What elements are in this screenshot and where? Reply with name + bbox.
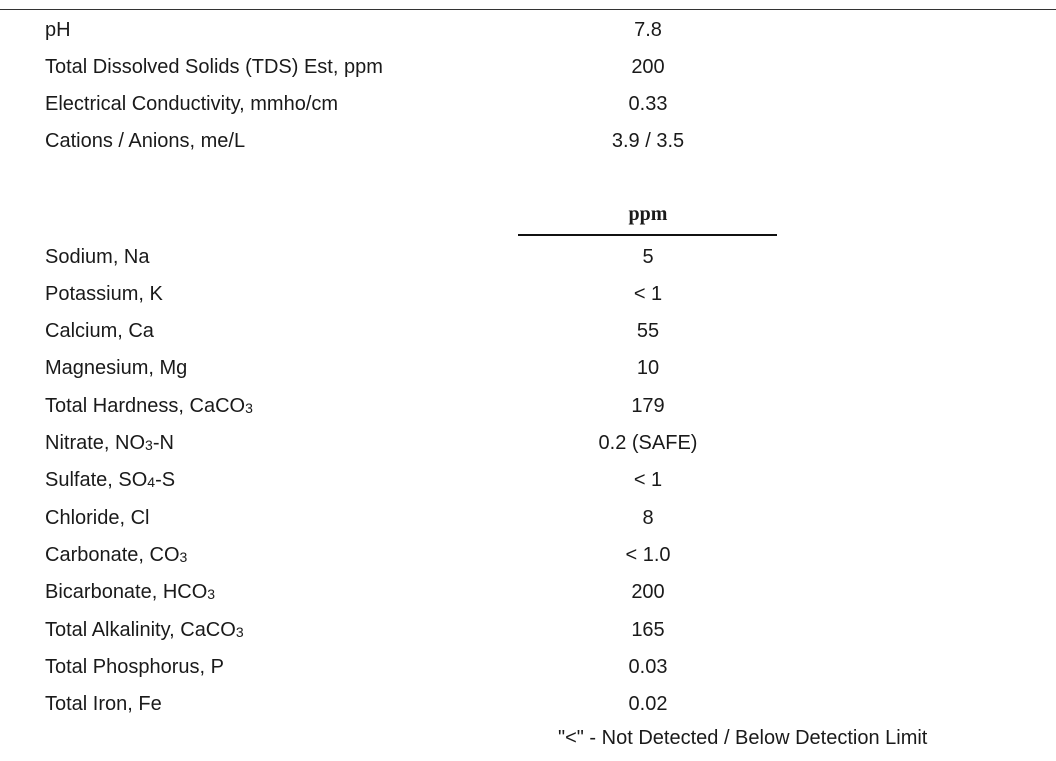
summary-row-conductivity (0, 92, 1056, 122)
analyte-row-total-phosphorus (0, 655, 1056, 685)
label-text: Carbonate, CO (45, 544, 180, 566)
analyte-row-calcium (0, 319, 1056, 349)
row-label (45, 618, 244, 643)
analyte-row-magnesium (0, 356, 1056, 386)
analyte-row-total-hardness (0, 394, 1056, 424)
row-label: Magnesium, Mg (45, 357, 188, 379)
analyte-row-sulfate (0, 468, 1056, 498)
label-text: Total Alkalinity, CaCO (45, 619, 236, 641)
analyte-row-nitrate (0, 431, 1056, 461)
detection-limit-footnote: "<" - Not Detected / Below Detection Limit (558, 727, 928, 749)
row-value: 179 (631, 395, 665, 417)
row-label: Total Phosphorus, P (45, 656, 224, 678)
analyte-row-chloride (0, 506, 1056, 536)
label-subscript: 4 (147, 474, 156, 490)
row-label: Total Dissolved Solids (TDS) Est, ppm (45, 56, 383, 78)
row-value: 8 (642, 507, 654, 529)
summary-row-ph (0, 18, 1056, 48)
label-subscript: 3 (179, 549, 188, 565)
label-text: Sulfate, SO (45, 469, 148, 491)
row-value: 200 (631, 56, 665, 78)
label-text: Bicarbonate, HCO (45, 581, 208, 603)
row-value: < 1.0 (625, 544, 671, 566)
row-label: Cations / Anions, me/L (45, 130, 246, 152)
row-value: < 1 (633, 469, 663, 491)
row-label: Total Iron, Fe (45, 693, 162, 715)
row-value: 5 (642, 246, 654, 268)
row-label: Potassium, K (45, 283, 163, 305)
summary-row-cations-anions (0, 129, 1056, 159)
label-subscript: 3 (145, 437, 153, 453)
label-subscript: 3 (207, 586, 216, 602)
top-rule (0, 9, 1056, 10)
row-label (45, 468, 175, 493)
row-value: 55 (636, 320, 660, 342)
row-value: 10 (636, 357, 660, 379)
analyte-row-carbonate (0, 543, 1056, 573)
label-suffix: -S (155, 469, 176, 491)
row-label: pH (45, 19, 71, 41)
analyte-row-sodium (0, 245, 1056, 275)
label-subscript: 3 (245, 400, 253, 416)
row-value: 3.9 / 3.5 (611, 130, 685, 152)
row-value: < 1 (633, 283, 663, 305)
unit-header-rule (518, 234, 777, 236)
row-label: Electrical Conductivity, mmho/cm (45, 93, 339, 115)
row-value: 0.33 (628, 93, 668, 115)
row-value: 0.03 (628, 656, 668, 678)
label-suffix: -N (152, 432, 174, 454)
analyte-row-potassium (0, 282, 1056, 312)
row-value: 0.2 (SAFE) (598, 432, 698, 454)
row-label (45, 580, 215, 605)
row-label: Calcium, Ca (45, 320, 154, 342)
row-value: 0.02 (628, 693, 668, 715)
label-text: Total Hardness, CaCO (45, 395, 246, 417)
row-label: Chloride, Cl (45, 507, 150, 529)
row-value: 200 (631, 581, 665, 603)
row-value: 165 (631, 619, 665, 641)
analyte-row-bicarbonate (0, 580, 1056, 610)
row-label (45, 431, 174, 456)
unit-header: ppm (628, 203, 668, 225)
label-subscript: 3 (235, 624, 244, 640)
row-label (45, 543, 187, 568)
row-value: 7.8 (634, 19, 662, 41)
summary-row-tds (0, 55, 1056, 85)
analyte-row-total-alkalinity (0, 618, 1056, 648)
row-label: Sodium, Na (45, 246, 150, 268)
analyte-row-total-iron (0, 692, 1056, 722)
row-label (45, 394, 253, 419)
label-text: Nitrate, NO (45, 432, 146, 454)
